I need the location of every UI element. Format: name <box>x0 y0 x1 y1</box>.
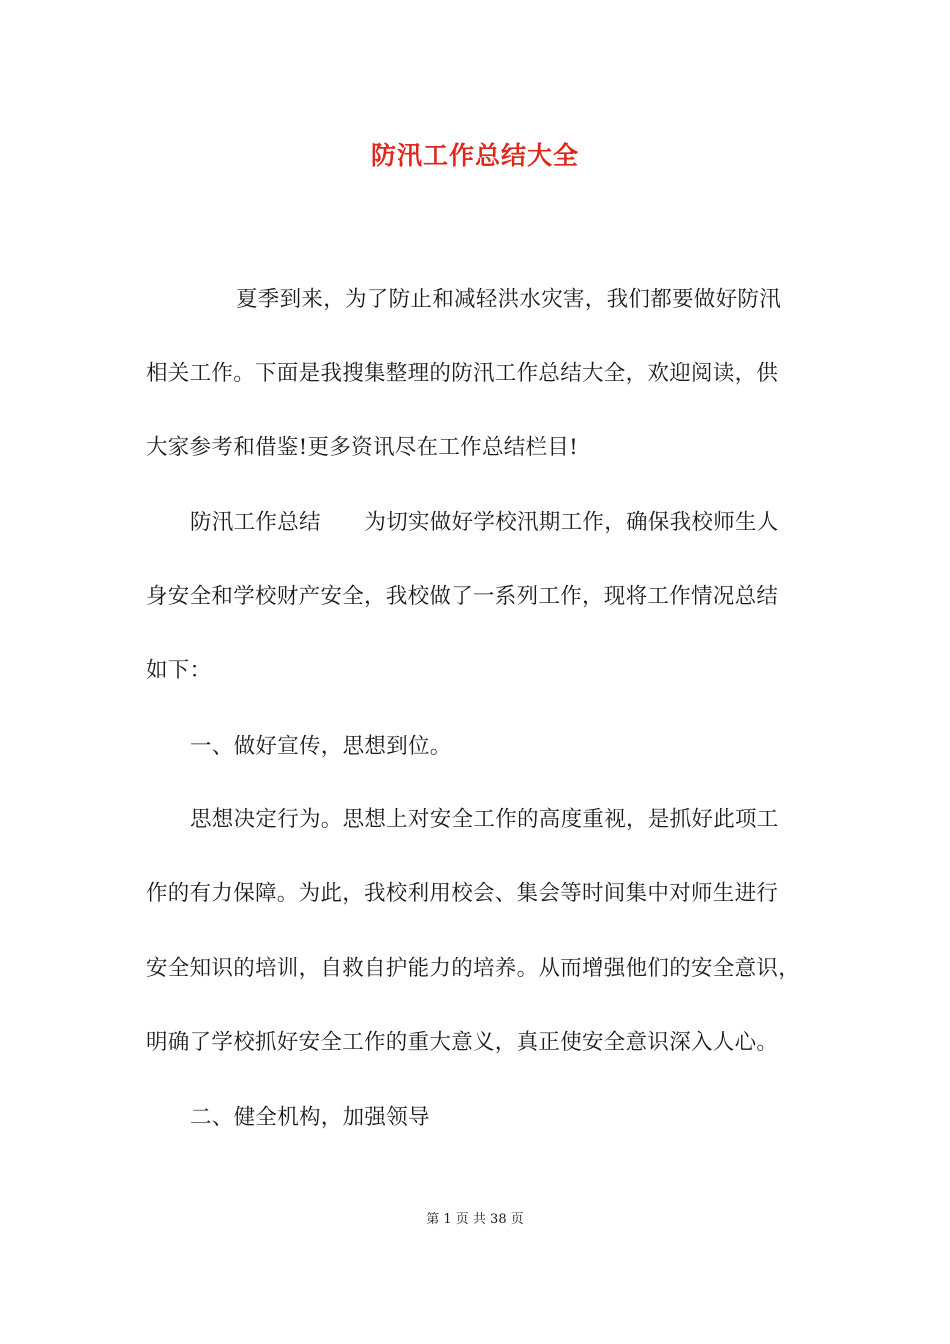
section-heading: 一、做好宣传，思想到位。 <box>190 734 452 759</box>
paragraph-line: 大家参考和借鉴!更多资讯尽在工作总结栏目! <box>146 435 579 460</box>
paragraph-line: 身安全和学校财产安全，我校做了一系列工作，现将工作情况总结 <box>146 584 779 609</box>
paragraph-line: 安全知识的培训，自救自护能力的培养。从而增强他们的安全意识， <box>146 956 801 981</box>
page-number-footer: 第 1 页 共 38 页 <box>426 1212 524 1227</box>
paragraph-line: 思想决定行为。思想上对安全工作的高度重视，是抓好此项工 <box>190 807 779 832</box>
paragraph-line: 防汛工作总结 为切实做好学校汛期工作，确保我校师生人 <box>190 510 779 535</box>
section-heading: 二、健全机构，加强领导 <box>190 1105 430 1130</box>
document-title: 防汛工作总结大全 <box>370 141 579 170</box>
paragraph-line: 如下： <box>146 658 212 683</box>
paragraph-line: 明确了学校抓好安全工作的重大意义，真正使安全意识深入人心。 <box>146 1030 779 1055</box>
paragraph-line: 相关工作。下面是我搜集整理的防汛工作总结大全，欢迎阅读，供 <box>146 361 779 386</box>
paragraph-line: 夏季到来，为了防止和减轻洪水灾害，我们都要做好防汛 <box>236 287 782 312</box>
paragraph-line: 作的有力保障。为此，我校利用校会、集会等时间集中对师生进行 <box>146 881 779 906</box>
